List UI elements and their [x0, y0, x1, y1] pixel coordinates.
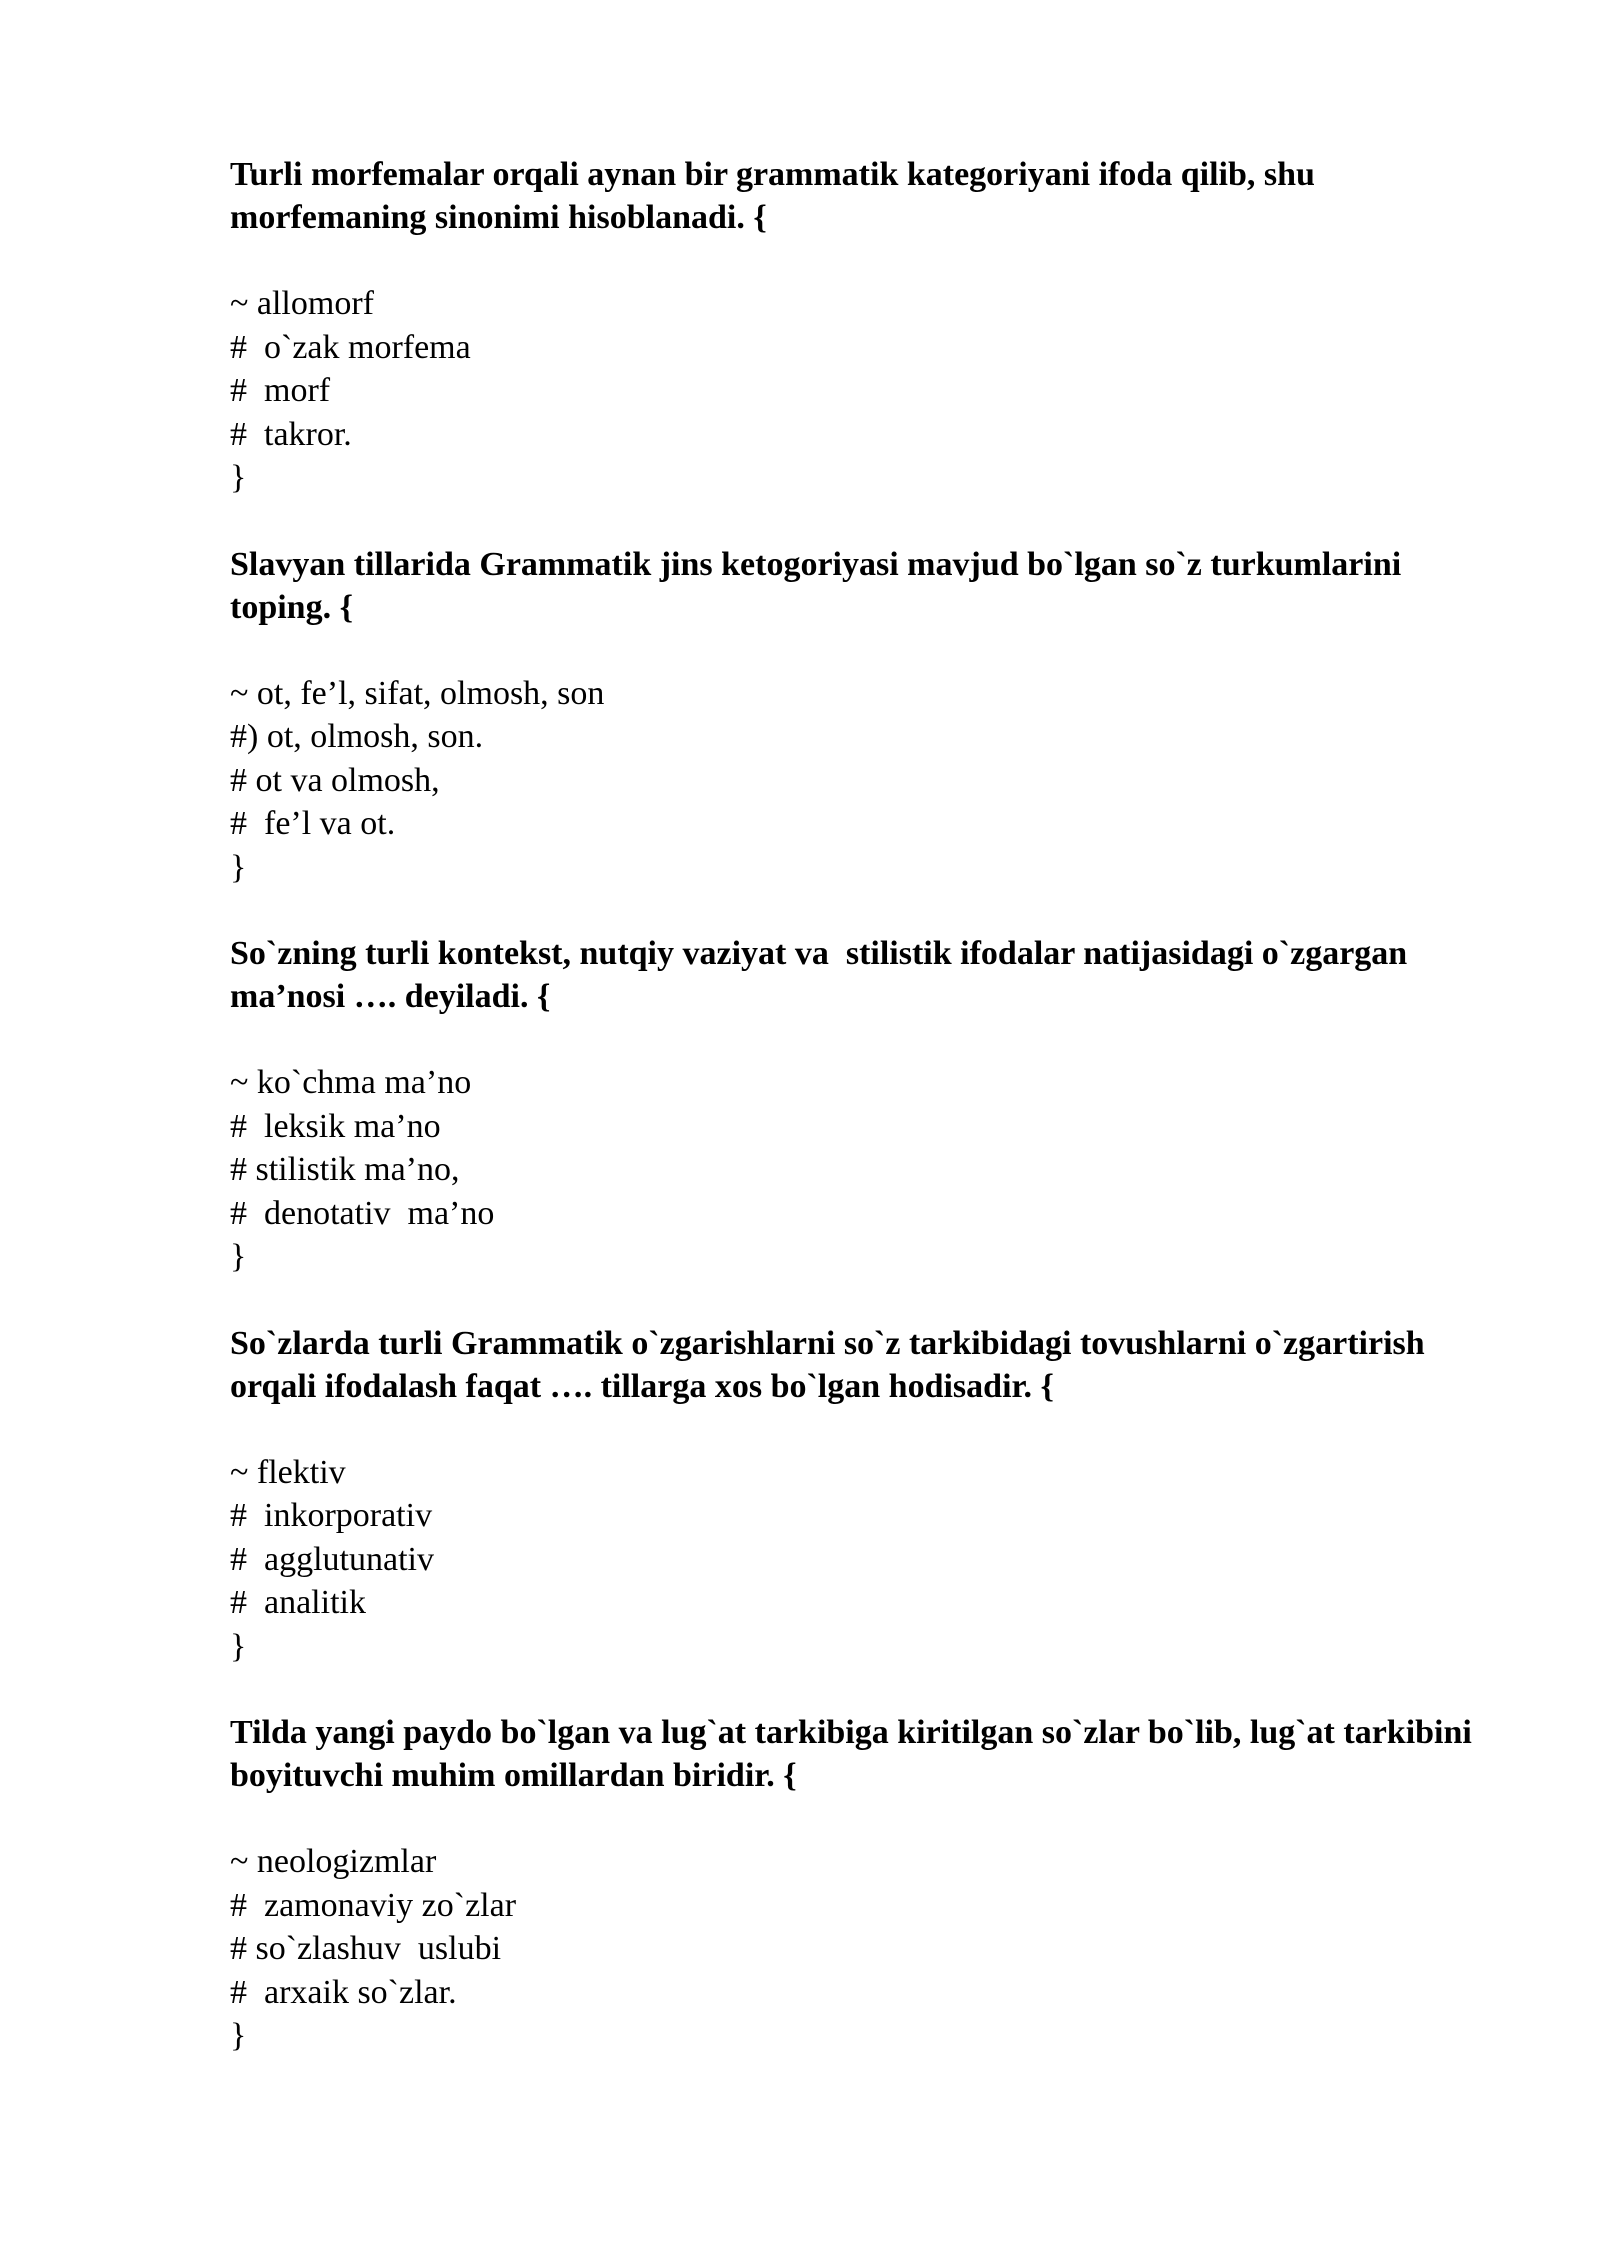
closing-brace: } — [230, 1627, 247, 1665]
answer-line: # ot va olmosh, — [230, 761, 440, 799]
question-text: So`zning turli kontekst, nutqiy vaziyat va stilistik ifodalar natijasidagi o`zgargan ma’nosi …. deyiladi. { — [230, 935, 1416, 1015]
question-block — [230, 932, 1480, 1279]
answer-line: # analitik — [230, 1584, 366, 1621]
closing-brace: } — [230, 2017, 247, 2054]
question-text: Tilda yangi paydo bo`lgan va lug`at tarkibiga kiritilgan so`zlar bo`lib, lug`at tarkibini boyituvchi muhim omillardan biridir. { — [230, 1714, 1481, 1794]
question-block — [230, 1322, 1480, 1669]
closing-brace: } — [230, 459, 247, 496]
answer-line: # leksik ma’no — [230, 1107, 441, 1145]
answer-line: # fe’l va ot. — [230, 805, 396, 842]
answer-line: # takror. — [230, 415, 352, 453]
question-block — [230, 1711, 1480, 2058]
answer-line: # so`zlashuv uslubi — [230, 1930, 502, 1967]
closing-brace: } — [230, 848, 247, 886]
answer-line: # arxaik so`zlar. — [230, 1973, 457, 2011]
answer-line: ~ ko`chma ma’no — [230, 1064, 472, 1101]
answer-line: # o`zak morfema — [230, 328, 471, 366]
answer-line: ~ allomorf — [230, 285, 374, 322]
closing-brace: } — [230, 1238, 247, 1275]
answer-line: # agglutunativ — [230, 1540, 434, 1578]
document-page — [230, 153, 1480, 2101]
question-text: Slavyan tillarida Grammatik jins ketogoriyasi mavjud bo`lgan so`z turkumlarini toping. { — [230, 545, 1410, 626]
answer-line: #) ot, olmosh, son. — [230, 718, 484, 755]
question-block — [230, 543, 1480, 890]
answer-line: ~ flektiv — [230, 1453, 346, 1491]
answer-line: ~ neologizmlar — [230, 1843, 437, 1880]
question-text: So`zlarda turli Grammatik o`zgarishlarni so`z tarkibidagi tovushlarni o`zgartirish orqali ifodalash faqat …. tillarga xos bo`lgan hodisadir. { — [230, 1324, 1434, 1405]
answer-line: # zamonaviy zo`zlar — [230, 1886, 517, 1924]
answer-line: # morf — [230, 372, 331, 409]
answer-line: # denotativ ma’no — [230, 1194, 495, 1232]
answer-line: ~ ot, fe’l, sifat, olmosh, son — [230, 674, 605, 712]
answer-line: # inkorporativ — [230, 1497, 433, 1534]
question-block — [230, 153, 1480, 500]
question-text: Turli morfemalar orqali aynan bir grammatik kategoriyani ifoda qilib, shu morfemaning sinonimi hisoblanadi. { — [230, 156, 1324, 236]
answer-line: # stilistik ma’no, — [230, 1151, 460, 1188]
